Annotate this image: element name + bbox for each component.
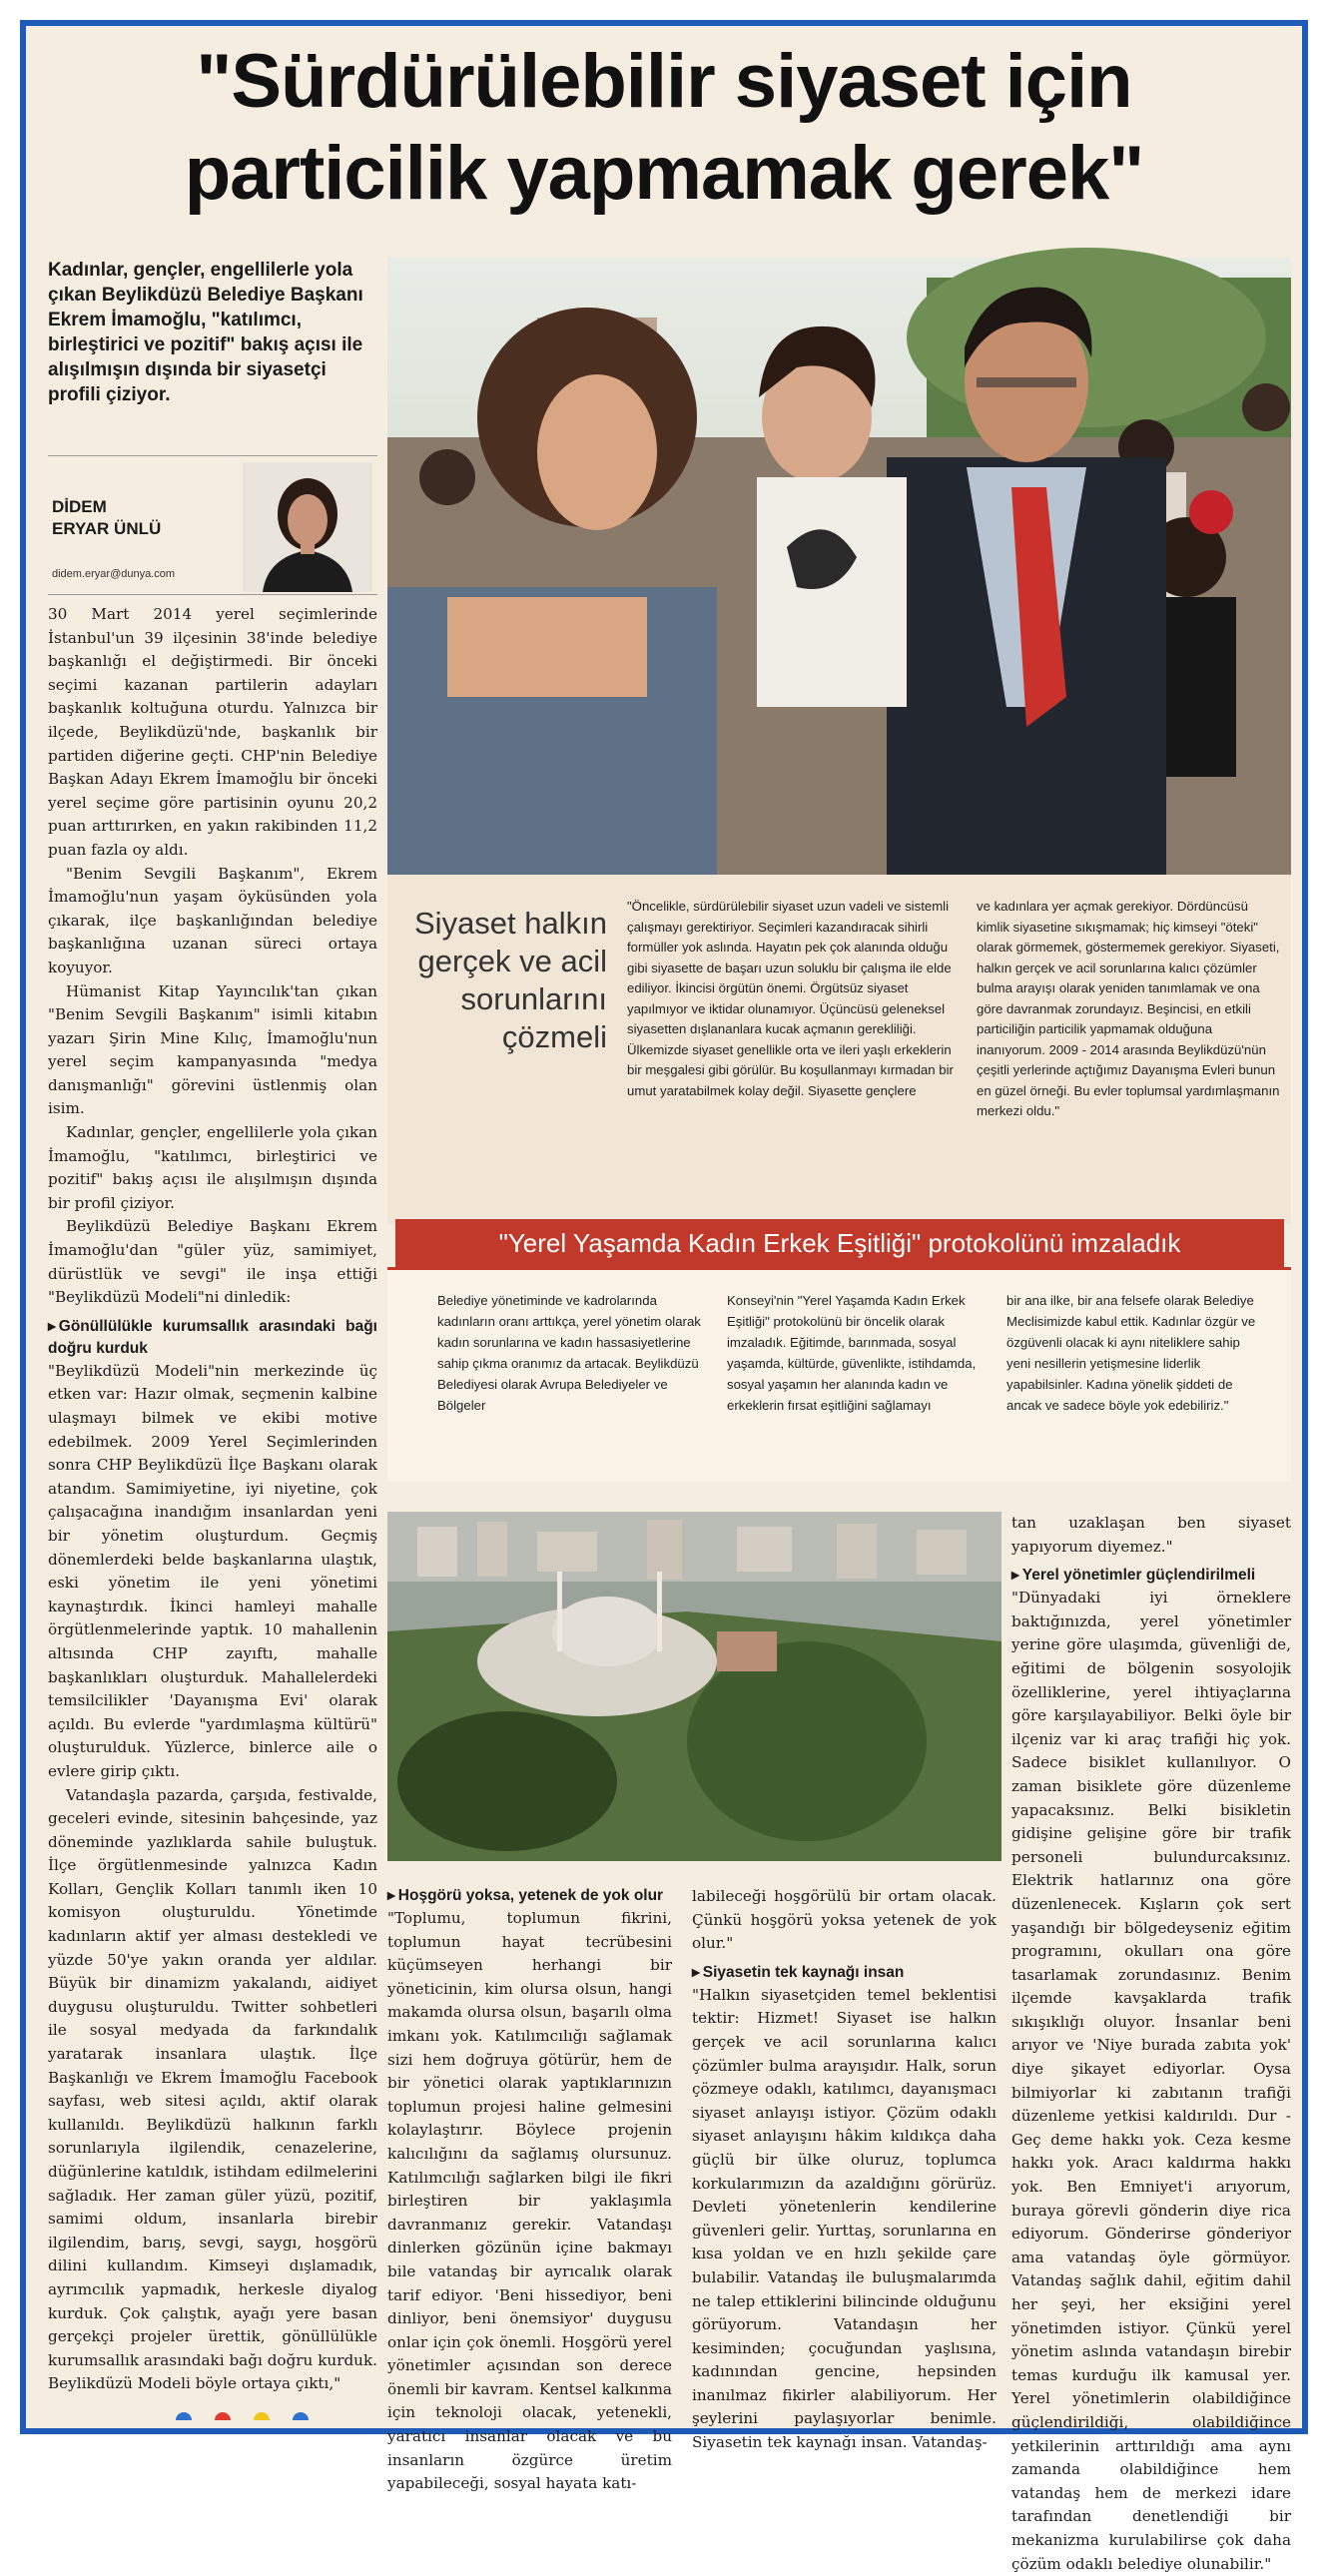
pullquote-column-2: ve kadınlara yer açmak gerekiyor. Dördüncüsü kimlik siyasetine sıkışmamak; hiç kimseyi "öteki" olarak görmemek, göstermemek gerekiyor. Siyaseti, halkın gerçek ve acil sorunlarına kalıcı çözümler bulma arayışı olarak yeniden tanımlamak ve ona göre davranmak zorundayız. Beşincisi, en etkili particiliğin particilik yapmamak olduğuna inanıyorum. 2009 - 2014 arasında Beylikdüzü'nün çeşitli yerlerinde açtığımız Dayanışma Evleri bunun en güzel örneği. Bu evler toplumsal yardımlaşmanın merkezi oldu." [977, 899, 1280, 1118]
author-byline [48, 455, 377, 595]
pullquote-section [387, 875, 1291, 1224]
pullquote-title: Siyaset halkın gerçek ve acil sorunlarını çözmeli [414, 906, 607, 1054]
article-subhead: ▸ Hoşgörü yoksa, yetenek de yok olur [387, 1885, 672, 1907]
decoration-dot [176, 2412, 192, 2420]
article-paragraph: 30 Mart 2014 yerel seçimlerinde İstanbul'un 39 ilçesinin 38'inde belediye başkanlığı el değiştirmedi. Bir önceki seçimi kazanan partilerin adayları başkanlık koltuğuna oturdu. Yalnızca bir ilçede, Beylikdüzü'nde, başkanlık bir partiden diğerine geçti. CHP'nin Belediye Başkan Adayı Ekrem İmamoğlu bir önceki yerel seçime göre partisinin oyunu 20,2 puan arttırırken, en yakın rakibinden 11,2 puan fazla oy aldı. [48, 605, 377, 859]
article-paragraph: "Dünyadaki iyi örneklere baktığınızda, yerel yönetimler yerine göre ulaşımda, güvenliği de, eğitimi de bölgenin sosyolojik özelliklerine, yerel ihtiyaçlarına göre karşılayabiliyor. Belki öyle bir ilçeniz var ki araç trafiği hiç yok. Sadece bisiklet kullanılıyor. O zaman bisiklete göre düzenleme yapacaksınız. Belki bisikletin gidişine gelişine göre bir trafik personeli bulundurcaksınız. Elektrik hatlarınız ona göre düzenlenecek. Kışların çok sert yaşandığı bir bölgedeyseniz eğitim programını, okulları ona göre tasarlamak zorundasınız. Benim ilçemde kavşaklarda trafik sıkışıklığı oluyor. İnsanlar beni arıyor ve 'Niye burada zabıta yok' diye şikayet ediyorlar. Oysa bilmiyorlar ki zabıtanın trafiği düzenleme yetkisi kaldırıldı. Dur - Geç deme hakkı yok. Ceza kesme hakkı yok. Aracı kaldırma hakkı yok. Ben Emniyet'i arıyorum, buraya görevli gönderin diye rica ediyorum. Gönderirse gönderiyor ama vatandaş öyle görmüyor. Vatandaş sağlık dahil, eğitim dahil her şeyi, her eksiğini yerel yönetimden istiyor. Çünkü yerel yönetim aslında vatandaşın birebir temas kurduğu ilk kamusal yer. Yerel yönetimlerin olabildiğince güçlendirildiği, olabildiğince yetkilerinin arttırıldığı ama aynı zamanda olabildiğince hem vatandaş hem de merkezi idare tarafından denetlendiği bir mekanizma kurulabilirse çok daha çözüm odaklı belediye olunabilir." [1011, 1589, 1291, 2573]
headline-line-2: particilik yapmamak gerek" [184, 131, 1144, 216]
section-banner: "Yerel Yaşamda Kadın Erkek Eşitliği" protokolünü imzaladık [395, 1219, 1284, 1267]
article-paragraph: tan uzaklaşan ben siyaset yapıyorum diyemez." [1011, 1514, 1291, 1556]
article-paragraph: Kadınlar, gençler, engellilerle yola çıkan İmamoğlu, "katılımcı, birleştirici ve pozitif" bakış açısı ile alışılmışın dışında bir profil çiziyor. [48, 1123, 377, 1212]
article-paragraph: Hümanist Kitap Yayıncılık'tan çıkan "Benim Sevgili Başkanım" isimli kitabın yazarı Şirin Mine Kılıç, İmamoğlu'nun yerel seçim kampanyasında "medya danışmanlığı" görevini üstlenmiş olan isim. [48, 981, 377, 1118]
headline-line-1: "Sürdürülebilir siyaset için [196, 39, 1132, 124]
article-paragraph: Vatandaşla pazarda, çarşıda, festivalde, geceleri evinde, sitesinin bahçesinde, yaz döneminde yazlıklarda sahile buluştuk. İlçe örgütlenmesinde yalnızca Kadın Kolları, Gençlik Kolları tanımlı iken 10 komisyon oluşturuldu. Yönetimde kadınların aktif yer alması destekledi ve yüzde 50'ye yakın oranda yer aldılar. Büyük bir dinamizm yakalandı, aidiyet duygusu oluşturuldu. Twitter sohbetleri ile sosyal medyada da farkındalık yaratarak insanlara ulaştık. İlçe Başkanlığı ve Ekrem İmamoğlu Facebook sayfası, web sitesi açıldı, aktif olarak kullanıldı. Beylikdüzü halkının farklı sorunlarıyla ilgilendik, cenazelerine, düğünlerine katıldık, istihdam edilmelerini sağladık. Her zaman güler yüzü, pozitif, samimi oldum, insanlarla birebir ilgilendim, barış, sevgi, saygı, hoşgörü dilini kullandım. Kimseyi dışlamadık, ayrımcılık yapmadık, herkesle diyalog kurduk. Çok çalıştık, ayağı yere basan gerçekçi projeler ürettik, gönüllülükle kurumsallık arasındaki bağı doğru kurduk. Beylikdüzü Modeli böyle ortaya çıktı," [48, 1785, 377, 2393]
author-last-name: ERYAR ÜNLÜ [52, 519, 162, 538]
aerial-photo [387, 1512, 1001, 1861]
lead-paragraph: Kadınlar, gençler, engellilerle yola çıkan Beylikdüzü Belediye Başkanı Ekrem İmamoğlu, "katılımcı, birleştirici ve pozitif" bakış açısı ile alışılmışın dışında bir siyasetçi profili çiziyor. [48, 260, 363, 405]
article-column-3 [692, 1885, 996, 2455]
decoration-dot [215, 2412, 231, 2420]
decoration-dot [293, 2412, 309, 2420]
article-subhead: ▸ Yerel yönetimler güçlendirilmeli [1011, 1565, 1291, 1587]
article-subhead: ▸ Siyasetin tek kaynağı insan [692, 1962, 996, 1984]
article-paragraph: labileceği hoşgörülü bir ortam olacak. Çünkü hoşgörü yoksa yetenek de yok olur." [692, 1887, 996, 1953]
article-paragraph: "Beylikdüzü Modeli"nin merkezinde üç etken var: Hazır olmak, seçmenin kalbine ulaşmayı bilmek ve ekibi motive edebilmek. 2009 Yerel Seçimlerinden sonra CHP Beylikdüzü İlçe Başkanı olarak atandım. Samimiyetine, iyi niyetine, çok çalışacağına inandığım insanlardan yeni bir yönetim oluşturdum. Geçmiş dönemlerdeki belde başkanlarına ulaştık, eski yönetim ile yeni yönetimi kaynaştırdık. İkinci hamleyi mahalle örgütlenmelerinde yaptık. 10 mahallenin altısında CHP zayıftı, mahalle başkanlıkları oluşturduk. Mahallelerdeki temsilcilikler 'Dayanışma Evi' olarak açıldı. Bu evlerde "yardımlaşma kültürü" oluşturulduk. Yüzlerce, binlerce aile o evlere girip çıktı. [48, 1361, 377, 1780]
pullquote-column-1: "Öncelikle, sürdürülebilir siyaset uzun vadeli ve sistemli çalışmayı gerektiriyor. Seçimleri kazandıracak sihirli formüller yok aslında. Hayatın pek çok alanında olduğu gibi siyasette de başarı uzun soluklu bir çalışma ile elde ediliyor. İkincisi örgütün önemi. Örgütsüz siyaset yapılmıyor ve iktidar olunamıyor. Üçüncüsü geleneksel siyasetten dışlananlara kucak açmanın gerekliliği. Ülkemizde siyaset genellikle orta ve ileri yaşlı erkeklerin bir meşgalesi gibi görülür. Bu koşullanmayı kırmadan bir umut yaratabilmek kolay değil. Siyasette gençlere [627, 899, 954, 1098]
author-first-name: DİDEM [52, 497, 107, 516]
decoration-dot [254, 2412, 270, 2420]
newspaper-page [20, 20, 1308, 2573]
article-paragraph: "Halkın siyasetçiden temel beklentisi tektir: Hizmet! Siyaset ise halkın gerçek ve acil sorunlarına kalıcı çözümler bulma arayışıdır. Halk, sorun çözmeye odaklı, katılımcı, dayanışmacı siyaset anlayışı istiyor. Çözüm odaklı siyaset anlayışını hâkim kıldıkça daha güçlü bir ülke oluruz, toplumca korkularımızın da azaldığını görürüz. Devleti yönetenlerin kendilerine güvenleri gelir. Yurttaş, sorunlarına en kısa yoldan ve en hızlı şekilde çare bulabilir. Vatandaş ile buluşmalarımda ne talep ettiklerini bilincinde olduğunu görüyorum. Vatandaşın her kesiminden; çocuğundan yaşlısına, kadınından gencine, hepsinden inanılmaz fikirler alabiliyorum. Her şeylerini paylaşıyorlar benimle. Siyasetin tek kaynağı insan. Vatandaş- [692, 1985, 996, 2452]
equality-box [387, 1267, 1291, 1482]
article-column-1 [48, 603, 377, 2396]
main-photo [387, 258, 1291, 875]
article-paragraph: "Benim Sevgili Başkanım", Ekrem İmamoğlu'nun yaşam öyküsünden yola çıkarak, ilçe başkanlığından belediye başkanlığına uzanan süreci ortaya koyuyor. [48, 864, 377, 976]
article-paragraph: Beylikdüzü Belediye Başkanı Ekrem İmamoğlu'dan "güler yüz, samimiyet, dürüstlük ve sevgi" ile inşa ettiği "Beylikdüzü Modeli"ni dinledik: [48, 1217, 377, 1307]
author-name [52, 496, 212, 540]
page-decoration-dots [176, 2405, 327, 2424]
author-email: didem.eryar@dunya.com [52, 568, 176, 580]
box-column-2: Konseyi'nin "Yerel Yaşamda Kadın Erkek Eşitliği" protokolünü bir öncelik olarak imzaladık. Eğitimde, barınmada, sosyal yaşamda, kültürde, güvenlikte, istihdamda, sosyal yaşamın her alanında kadın ve erkeklerin fırsat eşitliğini sağlamayı [727, 1293, 977, 1413]
article-subhead: ▸ Gönüllülükle kurumsallık arasındaki bağı doğru kurduk [48, 1316, 377, 1360]
box-column-1: Belediye yönetiminde ve kadrolarında kadınların oranı arttıkça, yerel yönetim olarak kadın sorunlarına ve kadın hassasiyetlerine sahip çıkma oranımız da artacak. Beylikdüzü Belediyesi olarak Avrupa Belediyeler ve Bölgeler [437, 1293, 701, 1413]
article-paragraph: "Toplumu, toplumun fikrini, toplumun hayat tecrübesini küçümseyen herhangi bir yöneticinin, kim olursa olsun, hangi makamda olursa olsun, başarılı olma imkanı yok. Katılımcılığı sağlamak sizi hem doğruya götürür, hem de bir yönetici olarak yaptıklarınızın toplumun projesi haline gelmesini kolaylaştırır. Böylece projenin kalıcılığını da sağlamış olursunuz. Katılımcılığı sağlarken bilgi ile fikri birleştiren bir yaklaşımla davranmanız gerekir. Vatandaşı dinlerken gözünün içine bakmayı bile vatandaş bir ayrıcalık olarak tarif ediyor. 'Beni hissediyor, beni dinliyor, beni önemsiyor' duygusu onlar için çok önemli. Hoşgörü yerel yönetimler açısından son derece önemli bir kavram. Kentsel kalkınma için teknoloji olacak, yetenekli, yaratıcı insanlar olacak ve bu insanların özgürce üretim yapabileceği, sosyal hayata katı- [387, 1909, 672, 2493]
box-column-3: bir ana ilke, bir ana felsefe olarak Belediye Meclisimizde kabul ettik. Kadınlar özgür ve özgüvenli olacak ki aynı niteliklere sahip yeni nesillerin yetişmesine liderlik yapabilsinler. Kadına yönelik şiddeti de ancak ve sadece böyle yok edebiliriz." [1006, 1293, 1256, 1413]
headline [26, 36, 1302, 220]
author-avatar [243, 462, 372, 592]
article-column-4 [1011, 1512, 1291, 2576]
article-column-mid [387, 1885, 672, 2496]
